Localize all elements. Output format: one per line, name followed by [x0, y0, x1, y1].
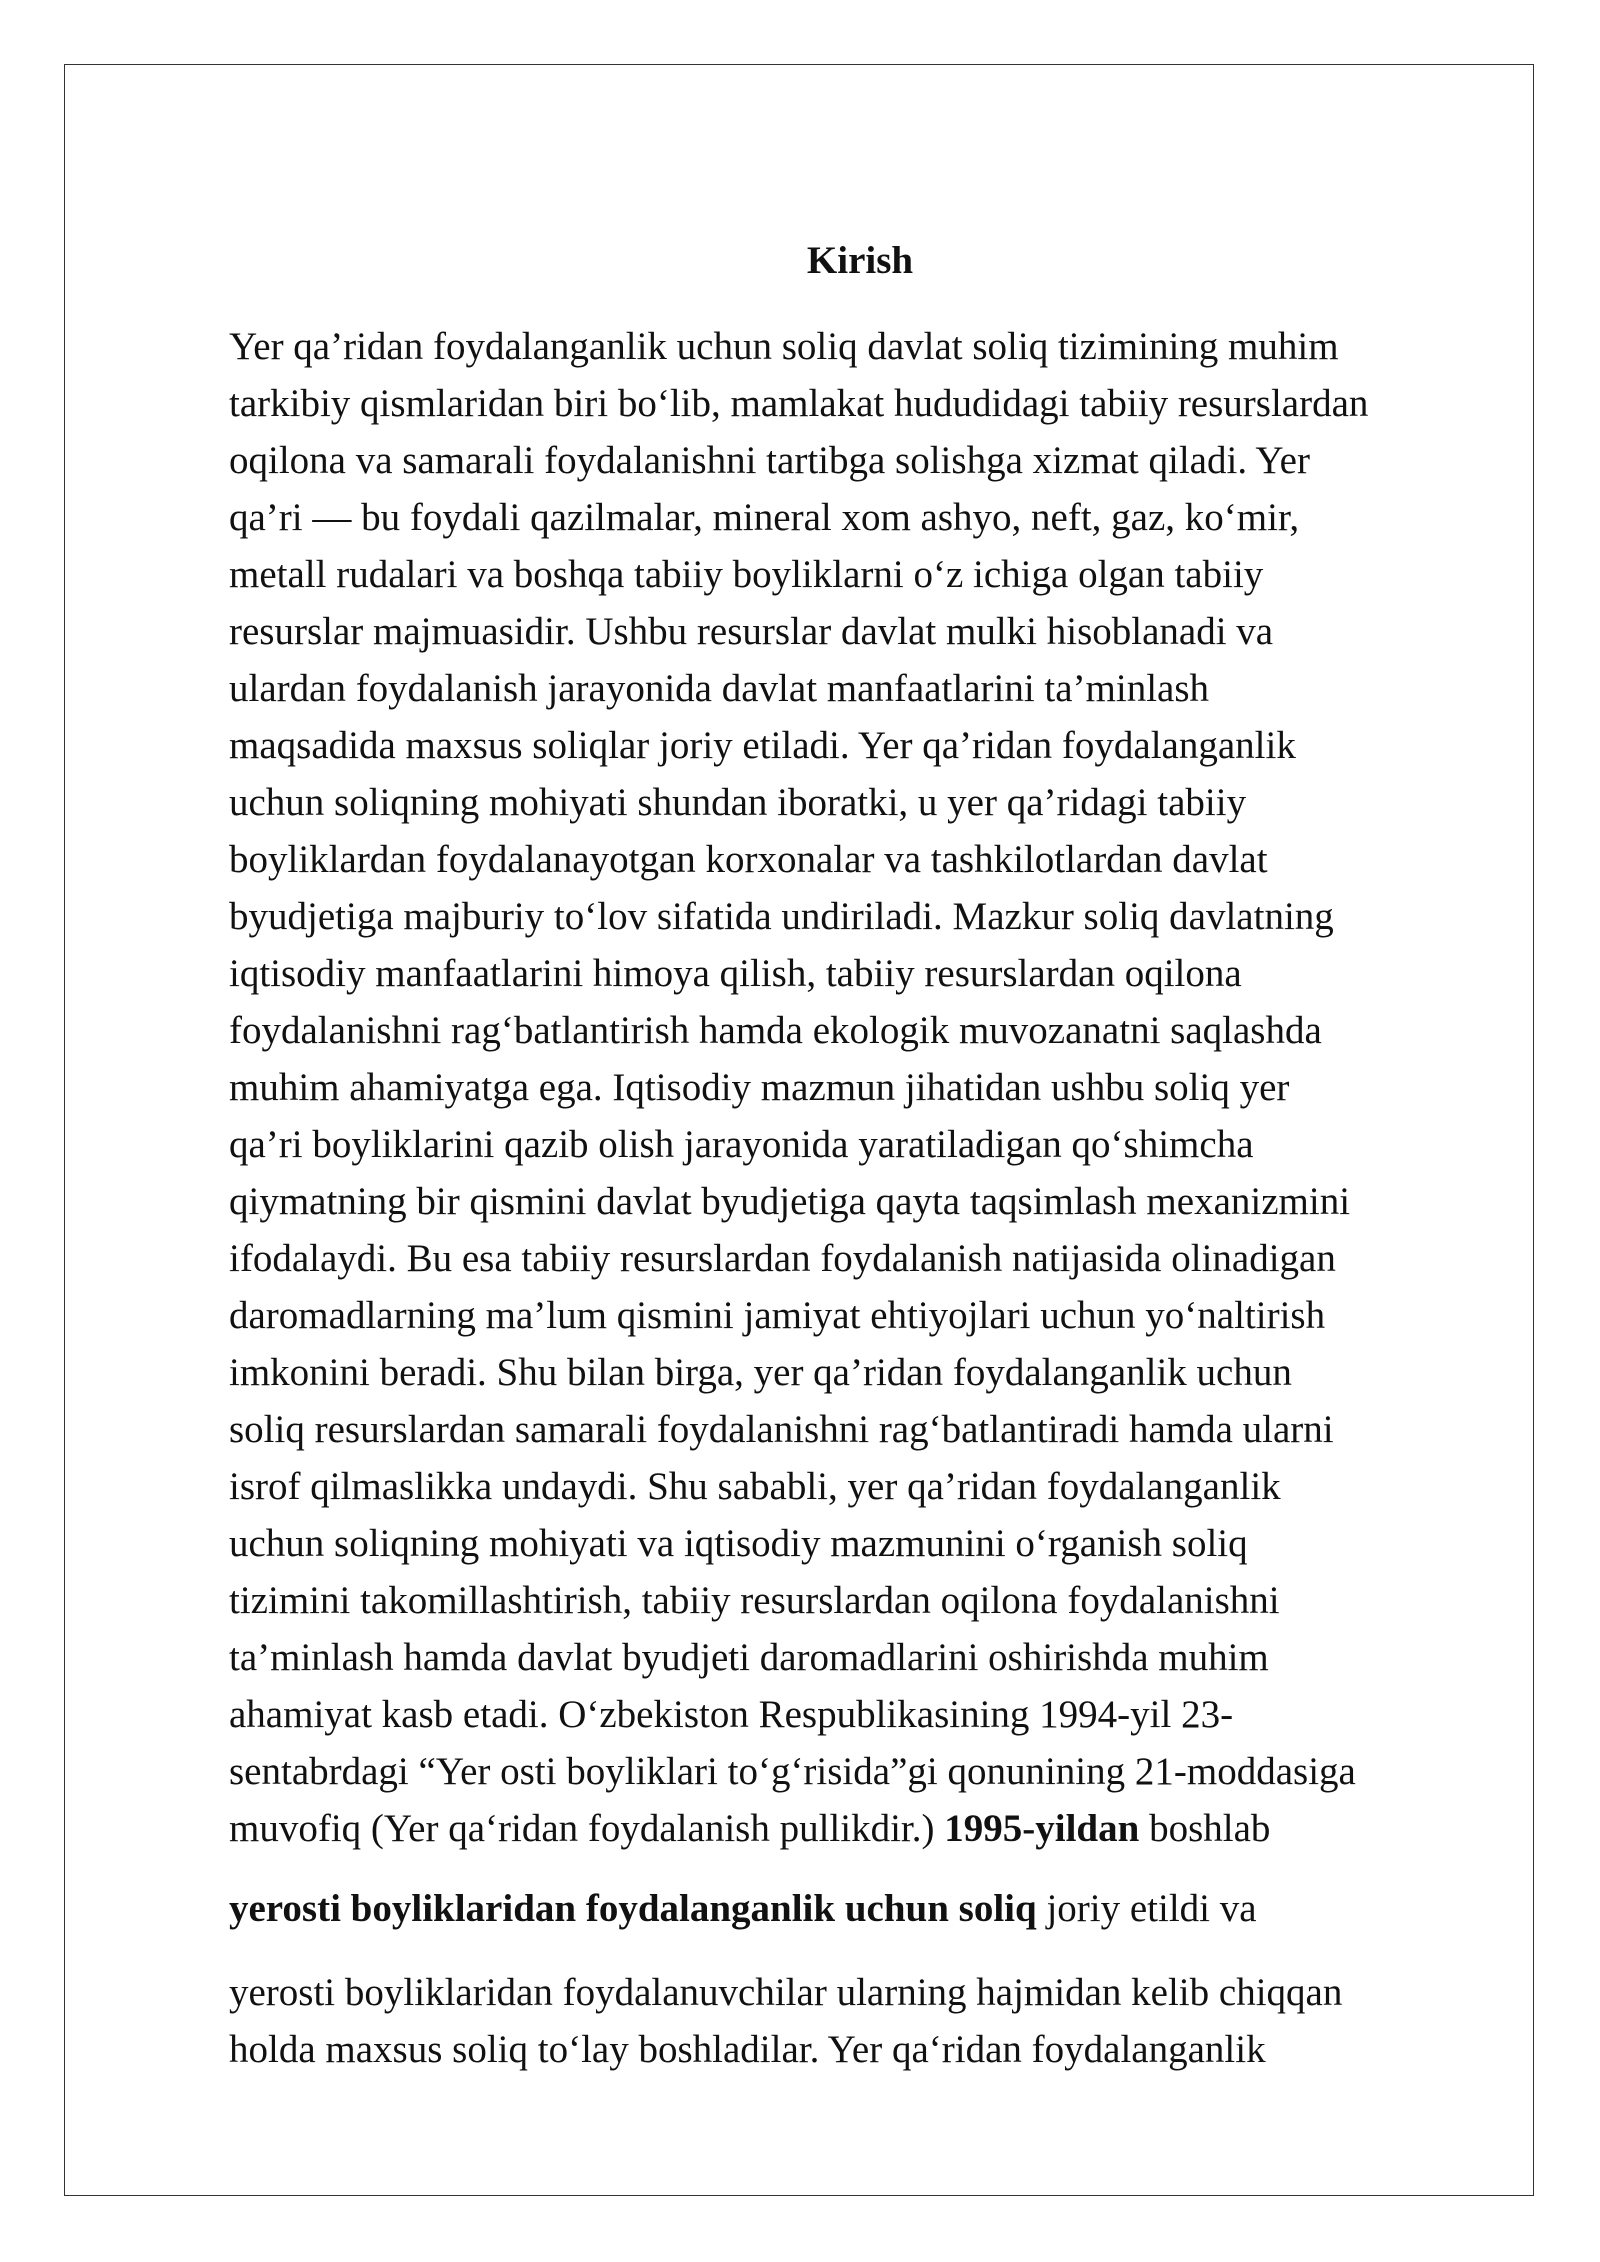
text-line: iqtisodiy manfaatlarini himoya qilish, tabiiy resurslardan oqilona: [229, 952, 1242, 995]
text-line: qiymatning bir qismini davlat byudjetiga qayta taqsimlash mexanizmini: [229, 1180, 1351, 1223]
text-line: imkonini beradi. Shu bilan birga, yer qa’ridan foydalanganlik uchun: [229, 1351, 1292, 1394]
bold-tax-name: yerosti boyliklaridan foydalanganlik uchun soliq: [229, 1887, 1037, 1930]
text-line: resurslar majmuasidir. Ushbu resurslar davlat mulki hisoblanadi va: [229, 610, 1274, 653]
text-line: tizimini takomillashtirish, tabiiy resurslardan oqilona foydalanishni: [229, 1579, 1280, 1622]
text-line: Yer qa’ridan foydalanganlik uchun soliq davlat soliq tizimining muhim: [229, 325, 1339, 368]
line-text-after-bold: boshlab: [1139, 1807, 1271, 1850]
text-line: foydalanishni rag‘batlantirish hamda ekologik muvozanatni saqlashda: [229, 1009, 1322, 1052]
text-line-with-bold: [229, 1880, 1491, 1937]
line-text-before-bold: muvofiq (Yer qa‘ridan foydalanish pullikdir.): [229, 1807, 945, 1850]
text-line: maqsadida maxsus soliqlar joriy etiladi. Yer qa’ridan foydalanganlik: [229, 724, 1296, 767]
text-line: ulardan foydalanish jarayonida davlat manfaatlarini ta’minlash: [229, 667, 1210, 710]
intro-paragraph: [229, 318, 1491, 1857]
tax-introduction-paragraph: [229, 1880, 1491, 1937]
text-line: oqilona va samarali foydalanishni tartibga solishga xizmat qiladi. Yer: [229, 439, 1310, 482]
text-line-with-bold: [229, 1800, 1491, 1857]
text-line: metall rudalari va boshqa tabiiy boyliklarni o‘z ichiga olgan tabiiy: [229, 553, 1264, 596]
text-line: ifodalaydi. Bu esa tabiiy resurslardan foydalanish natijasida olinadigan: [229, 1237, 1336, 1280]
line-text-after-bold: joriy etildi va: [1036, 1887, 1257, 1930]
text-line: ahamiyat kasb etadi. O‘zbekiston Respublikasining 1994-yil 23-: [229, 1693, 1234, 1736]
text-line: byudjetiga majburiy to‘lov sifatida undiriladi. Mazkur soliq davlatning: [229, 895, 1334, 938]
bold-year: 1995-yildan: [944, 1807, 1140, 1850]
text-line: muhim ahamiyatga ega. Iqtisodiy mazmun jihatidan ushbu soliq yer: [229, 1066, 1290, 1109]
text-line: tarkibiy qismlaridan biri bo‘lib, mamlakat hududidagi tabiiy resurslardan: [229, 382, 1369, 425]
text-line: uchun soliqning mohiyati va iqtisodiy mazmunini o‘rganish soliq: [229, 1522, 1248, 1565]
text-line: isrof qilmaslikka undaydi. Shu sababli, yer qa’ridan foydalanganlik: [229, 1465, 1281, 1508]
continuation-paragraph: [229, 1964, 1491, 2078]
text-line: ta’minlash hamda davlat byudjeti daromadlarini oshirishda muhim: [229, 1636, 1269, 1679]
text-line: qa’ri — bu foydali qazilmalar, mineral xom ashyo, neft, gaz, ko‘mir,: [229, 496, 1300, 539]
text-line: soliq resurslardan samarali foydalanishni rag‘batlantiradi hamda ularni: [229, 1408, 1334, 1451]
text-line: qa’ri boyliklarini qazib olish jarayonida yaratiladigan qo‘shimcha: [229, 1123, 1254, 1166]
text-line: yerosti boyliklaridan foydalanuvchilar ularning hajmidan kelib chiqqan: [229, 1971, 1343, 2014]
text-line: holda maxsus soliq to‘lay boshladilar. Yer qa‘ridan foydalanganlik: [229, 2028, 1266, 2071]
text-line: daromadlarning ma’lum qismini jamiyat ehtiyojlari uchun yo‘naltirish: [229, 1294, 1326, 1337]
text-line: uchun soliqning mohiyati shundan iboratki, u yer qa’ridagi tabiiy: [229, 781, 1247, 824]
document-title: Kirish: [806, 239, 914, 282]
text-line: boyliklardan foydalanayotgan korxonalar va tashkilotlardan davlat: [229, 838, 1268, 881]
text-line: sentabrdagi “Yer osti boyliklari to‘g‘risida”gi qonunining 21-moddasiga: [229, 1750, 1356, 1793]
